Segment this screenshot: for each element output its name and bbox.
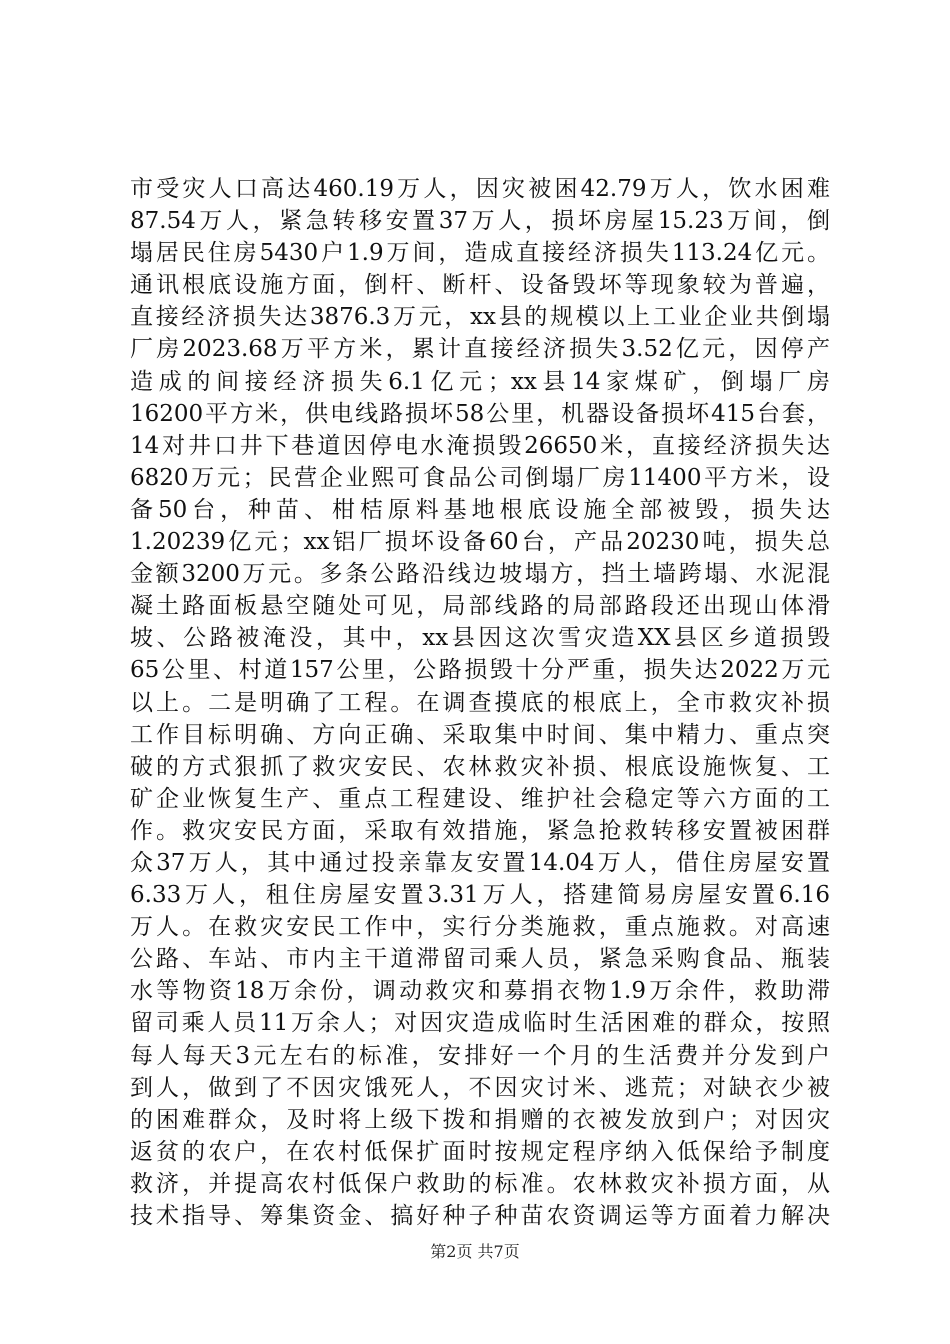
text-line: 塌居民住房5430户1.9万间，造成直接经济损失113.24亿元。 (130, 240, 830, 267)
text-line: 工作目标明确、方向正确、采取集中时间、集中精力、重点突 (130, 721, 830, 748)
text-line: 矿企业恢复生产、重点工程建设、维护社会稳定等六方面的工 (130, 785, 830, 812)
text-line: 14对井口井下巷道因停电水淹损毁26650米，直接经济损失达 (130, 432, 830, 459)
text-line: 到人，做到了不因灾饿死人，不因灾讨米、逃荒；对缺衣少被 (130, 1074, 830, 1101)
text-line: 每人每天3元左右的标准，安排好一个月的生活费并分发到户 (130, 1042, 830, 1069)
text-line: 水等物资18万余份，调动救灾和募捐衣物1.9万余件，救助滞 (130, 978, 830, 1005)
page-footer: 第2页 共7页 (430, 1242, 520, 1261)
text-line: 金额3200万元。多条公路沿线边坡塌方，挡土墙跨塌、水泥混 (130, 561, 830, 588)
text-line: 坡、公路被淹没，其中，xx县因这次雪灾造XX县区乡道损毁 (130, 625, 830, 652)
body-text (130, 173, 830, 1232)
text-line: 1.20239亿元；xx铝厂损坏设备60台，产品20230吨，损失总 (130, 529, 830, 556)
text-line: 87.54万人，紧急转移安置37万人，损坏房屋15.23万间，倒 (130, 208, 830, 235)
text-line: 作。救灾安民方面，采取有效措施，紧急抢救转移安置被困群 (130, 817, 830, 844)
text-line: 返贫的农户，在农村低保扩面时按规定程序纳入低保给予制度 (130, 1138, 830, 1165)
text-line: 造成的间接经济损失6.1亿元；xx县14家煤矿，倒塌厂房 (130, 368, 830, 395)
text-line: 公路、车站、市内主干道滞留司乘人员，紧急采购食品、瓶装 (130, 946, 830, 973)
text-line: 直接经济损失达3876.3万元，xx县的规模以上工业企业共倒塌 (130, 304, 830, 331)
text-line: 16200平方米，供电线路损坏58公里，机器设备损坏415台套， (130, 400, 830, 427)
text-line: 以上。二是明确了工程。在调查摸底的根底上，全市救灾补损 (130, 689, 830, 716)
text-line: 通讯根底设施方面，倒杆、断杆、设备毁坏等现象较为普遍， (130, 272, 830, 299)
text-line: 的困难群众，及时将上级下拨和捐赠的衣被发放到户；对因灾 (130, 1106, 830, 1133)
text-line: 破的方式狠抓了救灾安民、农林救灾补损、根底设施恢复、工 (130, 753, 830, 780)
text-line: 技术指导、筹集资金、搞好种子种苗农资调运等方面着力解决 (130, 1203, 830, 1229)
text-line: 6820万元；民营企业熙可食品公司倒塌厂房11400平方米，设 (130, 464, 830, 491)
text-line: 65公里、村道157公里，公路损毁十分严重，损失达2022万元 (130, 657, 830, 684)
text-line: 备50台，种苗、柑桔原料基地根底设施全部被毁，损失达 (130, 496, 830, 523)
text-line: 救济，并提高农村低保户救助的标准。农林救灾补损方面，从 (130, 1170, 830, 1197)
text-line: 厂房2023.68万平方米，累计直接经济损失3.52亿元，因停产 (130, 336, 830, 363)
text-line: 众37万人，其中通过投亲靠友安置14.04万人，借住房屋安置 (130, 849, 830, 876)
text-line: 凝土路面板悬空随处可见，局部线路的局部路段还出现山体滑 (130, 593, 830, 620)
text-line: 万人。在救灾安民工作中，实行分类施救，重点施救。对高速 (130, 914, 830, 941)
text-line: 6.33万人，租住房屋安置3.31万人，搭建简易房屋安置6.16 (130, 882, 830, 909)
text-line: 留司乘人员11万余人；对因灾造成临时生活困难的群众，按照 (130, 1010, 830, 1037)
text-line: 市受灾人口高达460.19万人，因灾被困42.79万人，饮水困难 (130, 176, 830, 202)
